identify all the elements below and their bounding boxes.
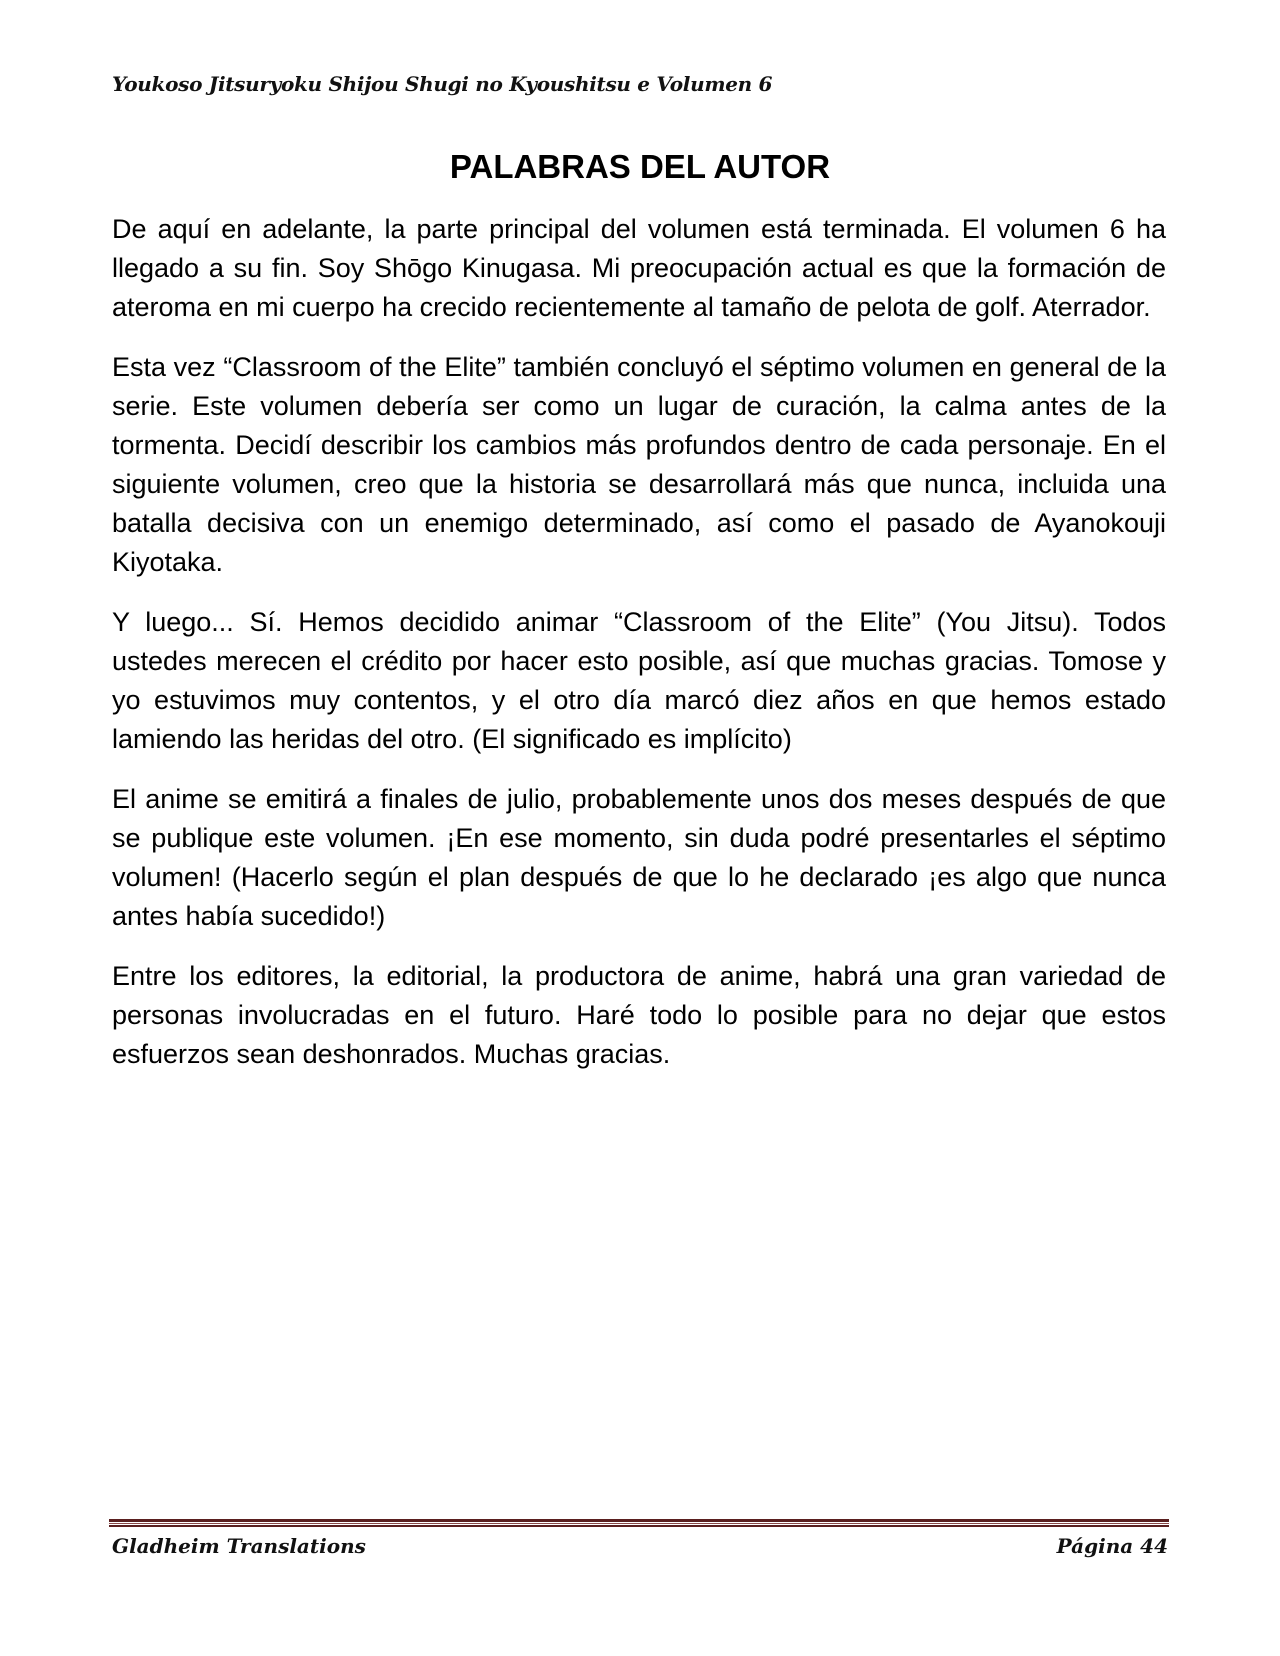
- footer-divider-inner-line: [109, 1523, 1169, 1524]
- paragraph-5: Entre los editores, la editorial, la productora de anime, habrá una gran variedad de personas involucradas en el futuro. Haré todo lo posible para no dejar que estos esfuerzos sean deshonrados. Muchas gracias.: [112, 961, 1166, 1069]
- paragraph-1: De aquí en adelante, la parte principal del volumen está terminada. El volumen 6 ha llegado a su fin. Soy Shōgo Kinugasa. Mi preocupación actual es que la formación de ateroma en mi cuerpo ha crecido recientemente al tamaño de pelota de golf. Aterrador.: [112, 214, 1166, 322]
- paragraph-4: El anime se emitirá a finales de julio, probablemente unos dos meses después de que se publique este volumen. ¡En ese momento, sin duda podré presentarles el séptimo volumen! (Hacerlo según el plan después de que lo he declarado ¡es algo que nunca antes había sucedido!): [112, 784, 1166, 931]
- running-header: Youkoso Jitsuryoku Shijou Shugi no Kyoushitsu e Volumen 6: [112, 72, 773, 96]
- footer-page-number: Página 44: [1056, 1534, 1168, 1558]
- paragraph-2: Esta vez “Classroom of the Elite” también concluyó el séptimo volumen en general de la serie. Este volumen debería ser como un lugar de curación, la calma antes de la tormenta. Decidí describir los cambios más profundos dentro de cada personaje. En el siguiente volumen, creo que la historia se desarrollará más que nunca, incluida una batalla decisiva con un enemigo determinado, así como el pasado de Ayanokouji Kiyotaka.: [112, 352, 1166, 577]
- footer-divider: [109, 1519, 1169, 1527]
- page-title: PALABRAS DEL AUTOR: [449, 148, 831, 185]
- body-text: [112, 210, 1166, 1095]
- footer-publisher: Gladheim Translations: [112, 1534, 366, 1558]
- paragraph-3: Y luego... Sí. Hemos decidido animar “Classroom of the Elite” (You Jitsu). Todos ustedes merecen el crédito por hacer esto posible, así que muchas gracias. Tomose y yo estuvimos muy contentos, y el otro día marcó diez años en que hemos estado lamiendo las heridas del otro. (El significado es implícito): [112, 607, 1166, 754]
